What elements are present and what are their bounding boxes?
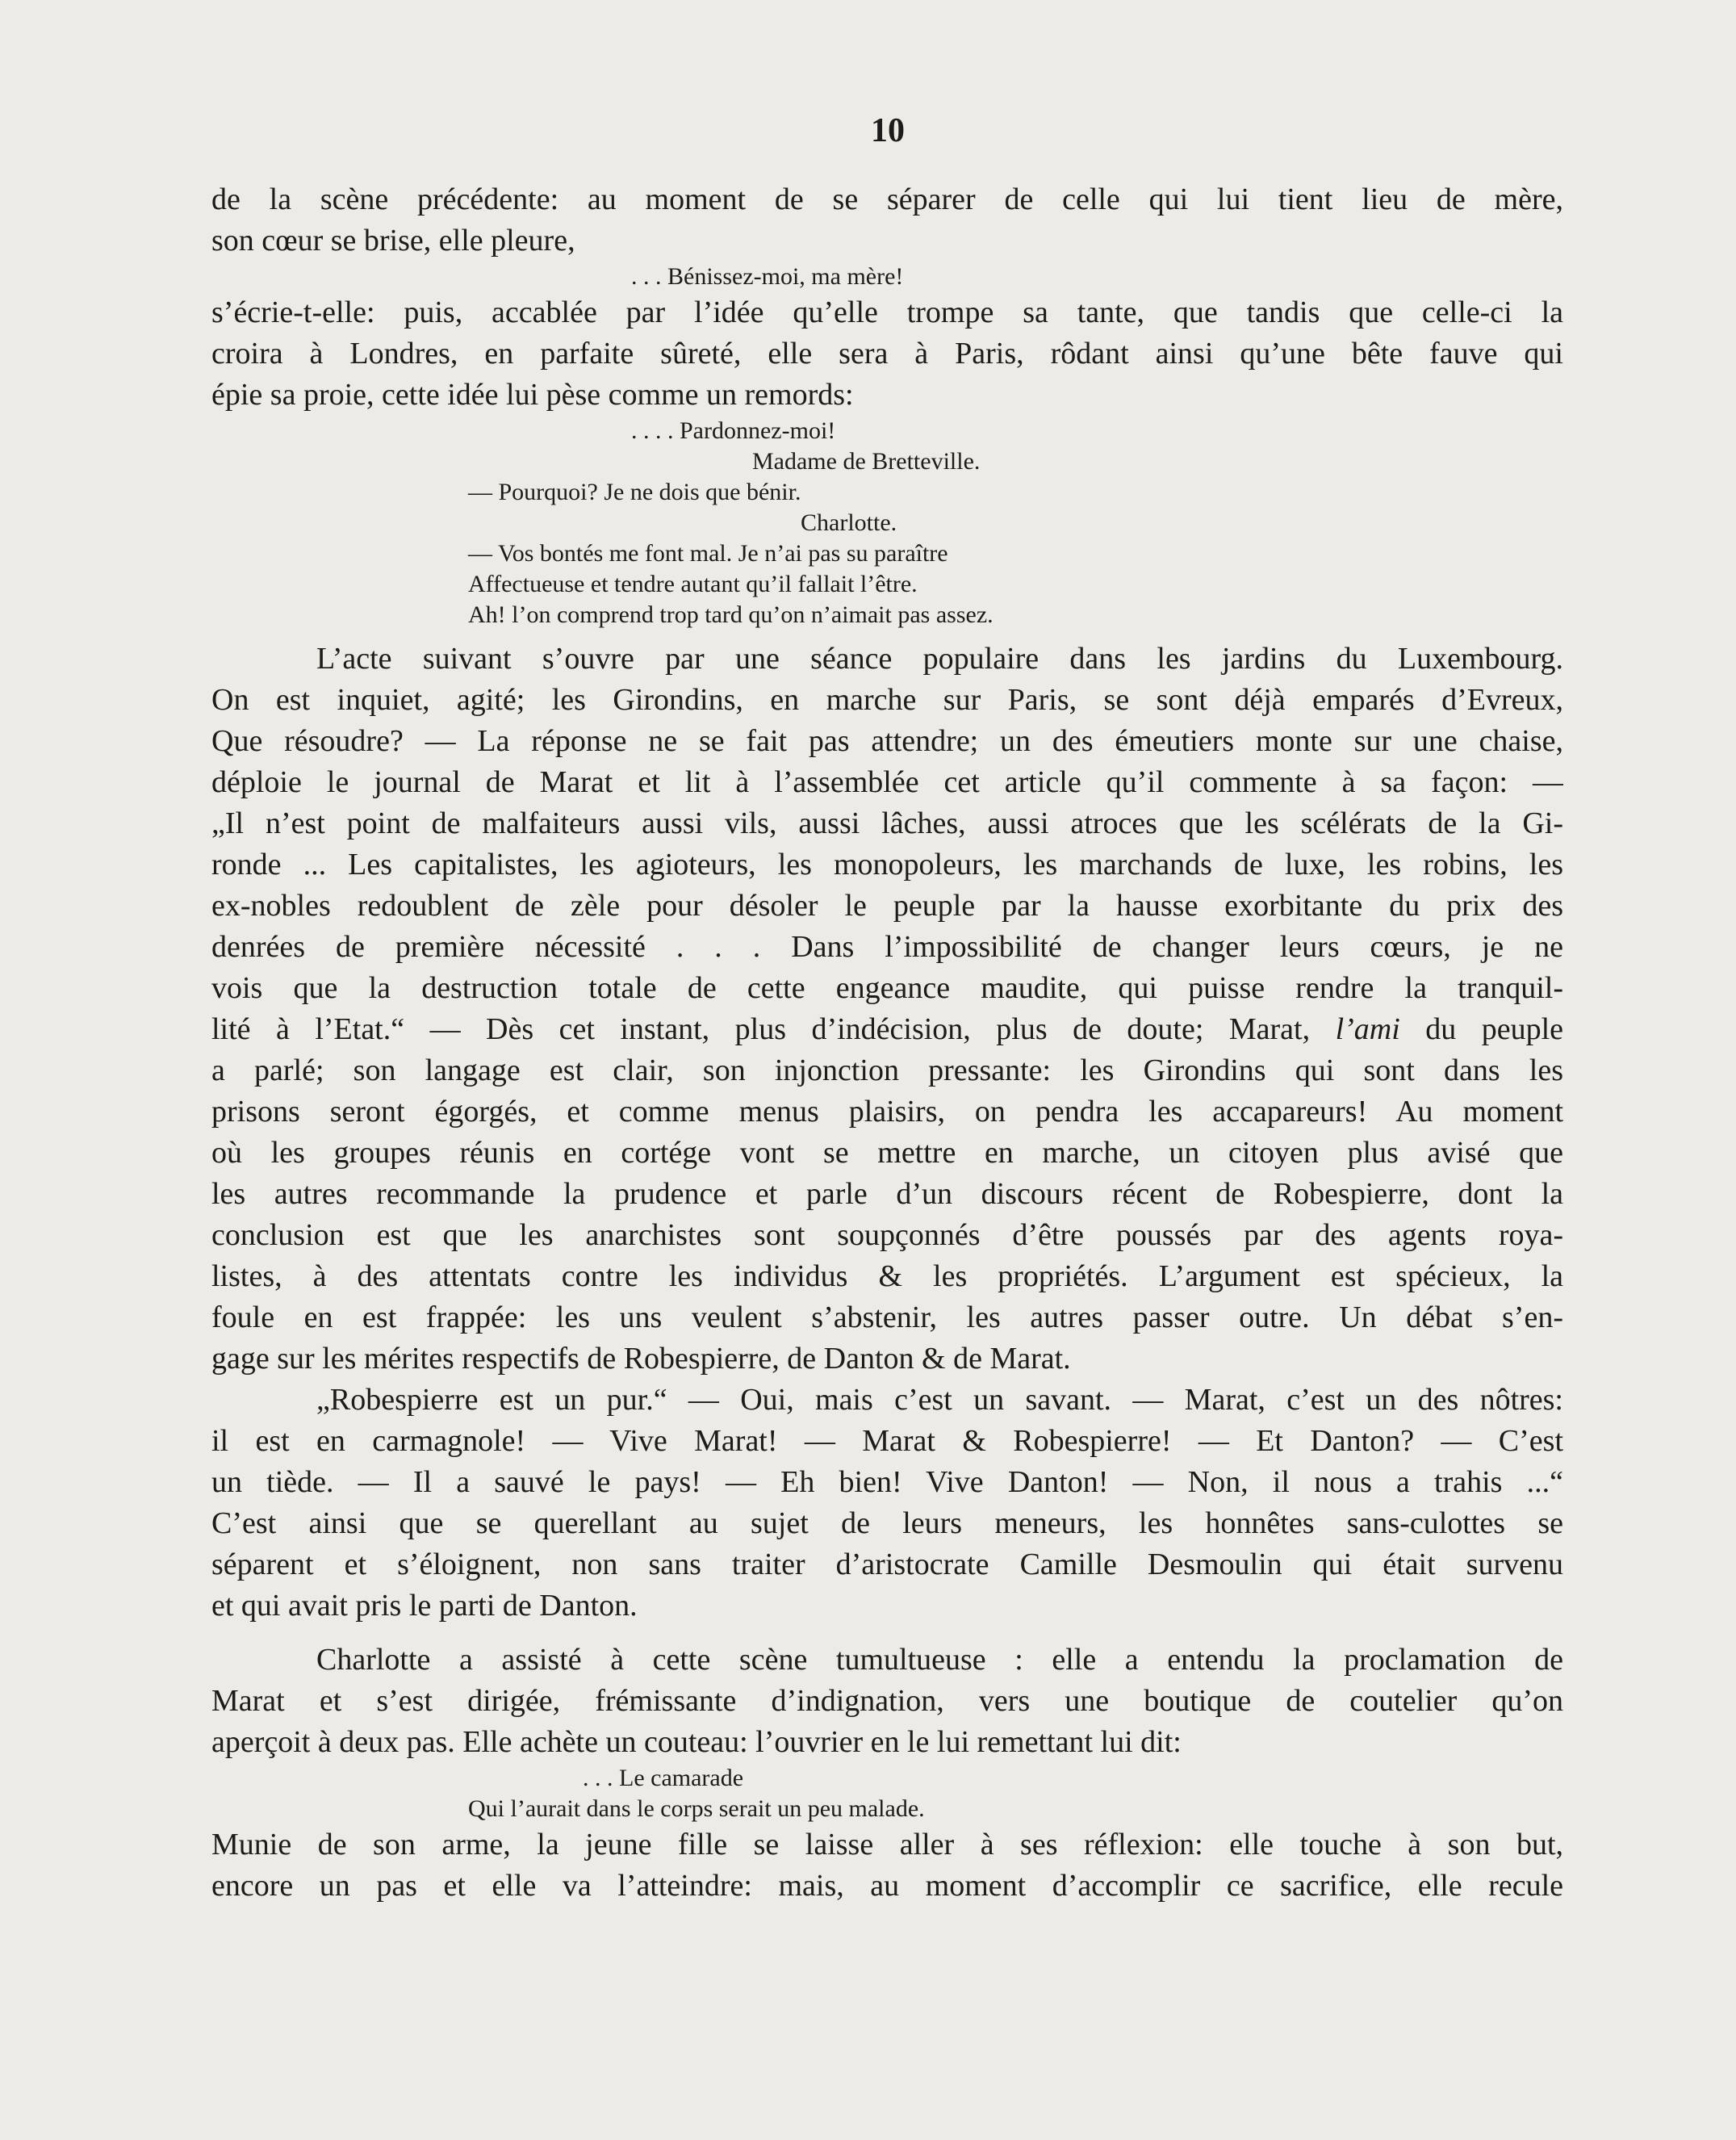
verse-line: . . . Le camarade (583, 1765, 744, 1791)
text-line: un tiède. — Il a sauvé le pays! — Eh bien! Vive Danton! — Non, il nous a trahis ...“ (211, 1465, 1563, 1499)
text-line: et qui avait pris le parti de Danton. (211, 1589, 638, 1623)
text-line: ronde ... Les capitalistes, les agioteurs, les monopoleurs, les marchands de luxe, les robins, les (211, 848, 1563, 882)
text-line: a parlé; son langage est clair, son injonction pressante: les Girondins qui sont dans les (211, 1053, 1563, 1087)
text-line: Charlotte a assisté à cette scène tumultueuse : elle a entendu la proclamation de (316, 1643, 1563, 1677)
verse-line: Affectueuse et tendre autant qu’il fallait l’être. (468, 571, 918, 597)
page-number: 10 (871, 112, 905, 149)
text-line (211, 1009, 1563, 1050)
italic-text: l’ami (1335, 1012, 1400, 1046)
verse-line: — Pourquoi? Je ne dois que bénir. (468, 479, 801, 505)
text-line: On est inquiet, agité; les Girondins, en marche sur Paris, se sont déjà emparés d’Evreux, (211, 683, 1563, 717)
text-line: „Robespierre est un pur.“ — Oui, mais c’est un savant. — Marat, c’est un des nôtres: (316, 1383, 1563, 1417)
text-line: croira à Londres, en parfaite sûreté, elle sera à Paris, rôdant ainsi qu’une bête fauve qui (211, 337, 1563, 371)
text-line: prisons seront égorgés, et comme menus plaisirs, on pendra les accapareurs! Au moment (211, 1095, 1563, 1129)
speaker-name: Madame de Bretteville. (752, 448, 981, 475)
text-line: conclusion est que les anarchistes sont soupçonnés d’être poussés par des agents roya- (211, 1218, 1563, 1252)
text-line: denrées de première nécessité . . . Dans l’impossibilité de changer leurs cœurs, je ne (211, 930, 1563, 964)
text-line: où les groupes réunis en cortége vont se mettre en marche, un citoyen plus avisé que (211, 1136, 1563, 1170)
text-line: ex-nobles redoublent de zèle pour désoler le peuple par la hausse exorbitante du prix des (211, 889, 1563, 923)
text-line: aperçoit à deux pas. Elle achète un couteau: l’ouvrier en le lui remettant lui dit: (211, 1725, 1182, 1759)
text-line: „Il n’est point de malfaiteurs aussi vils, aussi lâches, aussi atroces que les scélérats de la Gi- (211, 806, 1563, 840)
text-line: s’écrie-t-elle: puis, accablée par l’idée qu’elle trompe sa tante, que tandis que celle-ci la (211, 295, 1563, 329)
text-line: son cœur se brise, elle pleure, (211, 224, 575, 258)
verse-line: . . . . Pardonnez-moi! (631, 417, 836, 444)
text-line: Marat et s’est dirigée, frémissante d’indignation, vers une boutique de coutelier qu’on (211, 1684, 1563, 1718)
verse-line: — Vos bontés me font mal. Je n’ai pas su paraître (468, 540, 948, 567)
body-text (211, 179, 1563, 1907)
text-line: vois que la destruction totale de cette engeance maudite, qui puisse rendre la tranquil- (211, 971, 1563, 1005)
text-line: épie sa proie, cette idée lui pèse comme un remords: (211, 378, 854, 412)
text-line: déploie le journal de Marat et lit à l’assemblée cet article qu’il commente à sa façon: — (211, 765, 1563, 799)
text-line: séparent et s’éloignent, non sans traiter d’aristocrate Camille Desmoulin qui était survenu (211, 1547, 1563, 1581)
text-line: encore un pas et elle va l’atteindre: mais, au moment d’accomplir ce sacrifice, elle recule (211, 1869, 1563, 1903)
text-line: il est en carmagnole! — Vive Marat! — Marat & Robespierre! — Et Danton? — C’est (211, 1424, 1563, 1458)
verse-line: . . . Bénissez-moi, ma mère! (631, 263, 904, 290)
text-span: du peuple (1399, 1012, 1563, 1046)
text-line: Que résoudre? — La réponse ne se fait pas attendre; un des émeutiers monte sur une chaise, (211, 724, 1563, 758)
text-line: Munie de son arme, la jeune fille se laisse aller à ses réflexion: elle touche à son but, (211, 1828, 1563, 1862)
speaker-name: Charlotte. (801, 509, 897, 536)
text-line: gage sur les mérites respectifs de Robespierre, de Danton & de Marat. (211, 1342, 1071, 1376)
verse-line: Qui l’aurait dans le corps serait un peu malade. (468, 1795, 925, 1822)
text-line: L’acte suivant s’ouvre par une séance populaire dans les jardins du Luxembourg. (316, 642, 1563, 676)
verse-line: Ah! l’on comprend trop tard qu’on n’aimait pas assez. (468, 601, 993, 628)
text-line: C’est ainsi que se querellant au sujet de leurs meneurs, les honnêtes sans-culottes se (211, 1506, 1563, 1540)
text-span: lité à l’Etat.“ — Dès cet instant, plus d’indécision, plus de doute; Marat, (211, 1012, 1336, 1046)
text-line: foule en est frappée: les uns veulent s’abstenir, les autres passer outre. Un débat s’en- (211, 1300, 1563, 1334)
text-line: les autres recommande la prudence et parle d’un discours récent de Robespierre, dont la (211, 1177, 1563, 1211)
text-line: de la scène précédente: au moment de se séparer de celle qui lui tient lieu de mère, (211, 182, 1563, 216)
text-line: listes, à des attentats contre les individus & les propriétés. L’argument est spécieux, la (211, 1259, 1563, 1293)
